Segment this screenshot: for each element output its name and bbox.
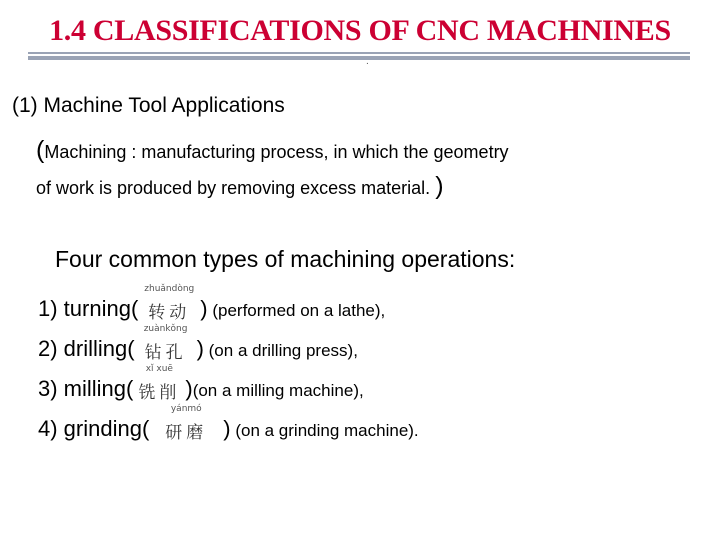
chinese-annotation bbox=[139, 284, 199, 323]
pinyin: yánmó bbox=[170, 404, 202, 414]
title-divider-bottom bbox=[28, 56, 690, 60]
definition-close-paren: ) bbox=[435, 172, 444, 200]
chinese-annotation bbox=[150, 404, 222, 443]
chinese-annotation bbox=[136, 324, 196, 363]
operation-label: 3) milling( bbox=[38, 376, 134, 401]
definition-line-1 bbox=[36, 136, 509, 165]
slide-title: 1.4 CLASSIFICATIONS OF CNC MACHNINES bbox=[49, 14, 671, 47]
hanzi: 铣削 bbox=[138, 383, 181, 403]
pinyin: zhuǎndòng bbox=[144, 284, 195, 294]
operation-label: 2) drilling( bbox=[38, 336, 135, 361]
operation-close-paren: ) bbox=[200, 296, 208, 321]
pinyin: xǐ xuē bbox=[145, 364, 173, 374]
operation-label: 1) turning( bbox=[38, 296, 139, 321]
chinese-annotation bbox=[134, 364, 184, 403]
hanzi: 研磨 bbox=[165, 423, 208, 443]
operation-item-grinding bbox=[38, 406, 419, 442]
operation-close-paren: ) bbox=[223, 416, 231, 441]
operations-intro: Four common types of machining operations: bbox=[55, 246, 516, 272]
hanzi: 转动 bbox=[148, 303, 191, 323]
operation-item-milling bbox=[38, 366, 364, 402]
operation-item-turning bbox=[38, 286, 385, 322]
operation-item-drilling bbox=[38, 326, 358, 362]
pinyin: zuànkǒng bbox=[143, 324, 188, 334]
operation-note: (performed on a lathe), bbox=[207, 301, 386, 320]
divider-dot: . bbox=[366, 56, 369, 67]
operation-close-paren: ) bbox=[185, 376, 193, 401]
operation-label: 4) grinding( bbox=[38, 416, 150, 441]
definition-text-2: of work is produced by removing excess material. bbox=[36, 178, 431, 198]
title-divider-top bbox=[28, 52, 690, 54]
operation-note: (on a drilling press), bbox=[203, 341, 358, 360]
operation-note: (on a milling machine), bbox=[192, 381, 364, 400]
operation-close-paren: ) bbox=[196, 336, 204, 361]
operation-note: (on a grinding machine). bbox=[230, 421, 419, 440]
definition-text-1: Machining : manufacturing process, in which the geometry bbox=[44, 142, 509, 162]
hanzi: 钻孔 bbox=[144, 343, 187, 363]
definition-line-2 bbox=[36, 172, 444, 201]
section-heading: (1) Machine Tool Applications bbox=[12, 94, 285, 117]
definition-open-paren: ( bbox=[36, 136, 45, 164]
